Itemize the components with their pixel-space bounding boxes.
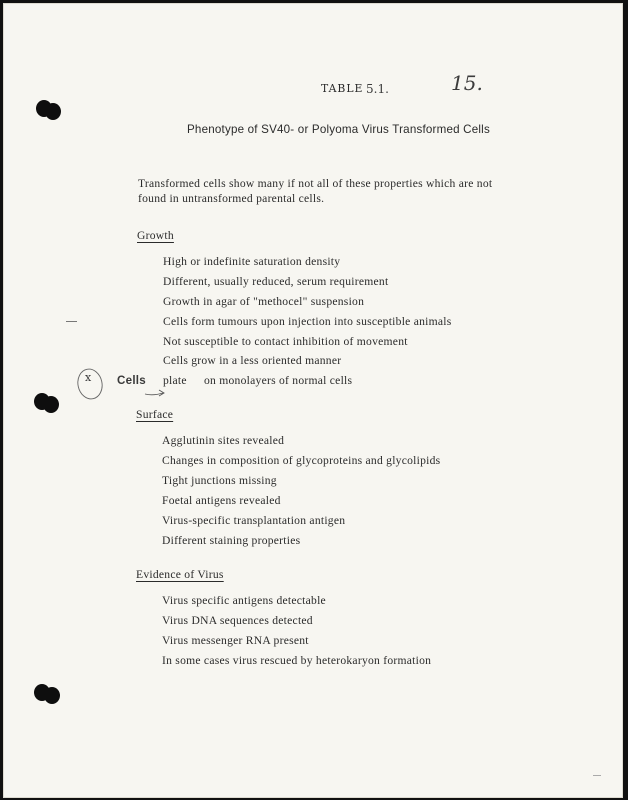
list-item: Different staining properties [162,534,301,547]
page-title: Phenotype of SV40- or Polyoma Virus Transformed Cells [187,123,490,136]
list-item: Different, usually reduced, serum requirement [163,275,389,288]
list-item: plate [163,374,187,387]
list-item: Cells form tumours upon injection into susceptible animals [163,315,452,328]
margin-tick-mark [66,321,77,322]
list-item: Changes in composition of glycoproteins and glycolipids [162,454,441,467]
margin-x-mark: x [85,371,92,384]
list-item: Virus DNA sequences detected [162,614,313,627]
annotation-cells-word: Cells [117,374,146,387]
list-item: Growth in agar of "methocel" suspension [163,295,365,308]
table-number-handwritten: 5.1. [366,82,389,96]
punch-hole-top-2 [45,103,61,120]
list-item: Cells grow in a less oriented manner [163,354,342,367]
punch-hole-middle-2 [43,396,59,413]
section-heading-growth: Growth [137,229,174,242]
table-label: TABLE [321,82,364,95]
handwritten-arrow-mark [143,387,169,399]
section-heading-surface: Surface [136,408,174,421]
punch-hole-bottom-2 [44,687,60,704]
page-number-handwritten: 15. [451,71,483,95]
list-item: on monolayers of normal cells [204,374,353,387]
list-item: Tight junctions missing [162,474,277,487]
list-item: Virus specific antigens detectable [162,594,326,607]
intro-line-1: Transformed cells show many if not all of these properties which are not [138,177,493,190]
list-item: Agglutinin sites revealed [162,434,285,447]
list-item: Foetal antigens revealed [162,494,281,507]
list-item: High or indefinite saturation density [163,255,341,268]
document-page [3,3,623,798]
intro-line-2: found in untransformed parental cells. [138,192,325,205]
list-item: Virus messenger RNA present [162,634,309,647]
corner-speck [593,775,601,776]
list-item: Not susceptible to contact inhibition of movement [163,335,408,348]
list-item: In some cases virus rescued by heterokaryon formation [162,654,432,667]
list-item: Virus-specific transplantation antigen [162,514,346,527]
section-heading-evidence-of-virus: Evidence of Virus [136,568,224,581]
